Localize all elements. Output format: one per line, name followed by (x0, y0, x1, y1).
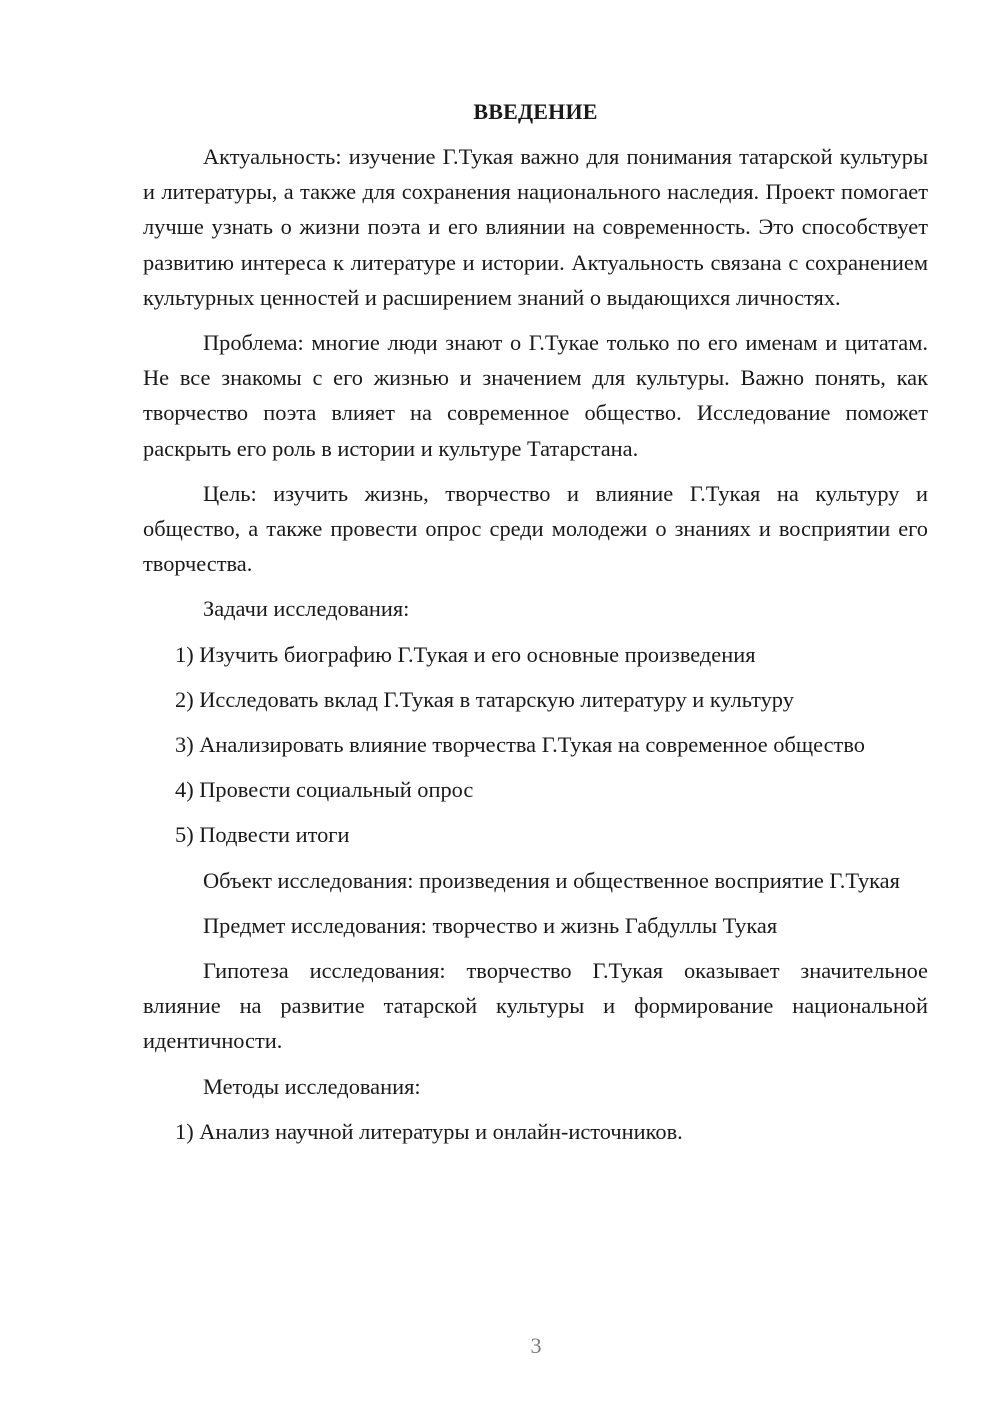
task-item-5: 5) Подвести итоги (175, 822, 350, 848)
page-number: 3 (530, 1333, 542, 1358)
section-heading: ВВЕДЕНИЕ (473, 99, 598, 124)
task-item-4: 4) Провести социальный опрос (175, 777, 474, 803)
tasks-title: Задачи исследования: (203, 596, 410, 622)
goal-paragraph: Цель: изучить жизнь, творчество и влияние Г.Тукая на культуру и общество, а также провести опрос среди молодежи о знаниях и восприятии его творчества. (143, 480, 928, 577)
task-item-2: 2) Исследовать вклад Г.Тукая в татарскую литературу и культуру (175, 686, 794, 712)
methods-title: Методы исследования: (203, 1073, 421, 1099)
document-page (143, 94, 928, 1149)
object-paragraph: Объект исследования: произведения и общественное восприятие Г.Тукая (203, 867, 900, 893)
task-item-1: 1) Изучить биографию Г.Тукая и его основные произведения (175, 641, 756, 667)
method-item-1: 1) Анализ научной литературы и онлайн-источников. (175, 1118, 683, 1144)
task-item-3: 3) Анализировать влияние творчества Г.Тукая на современное общество (175, 732, 865, 758)
relevance-paragraph: Актуальность: изучение Г.Тукая важно для понимания татарской культуры и литературы, а также для сохранения национального наследия. Проект помогает лучше узнать о жизни поэта и его влиянии на современность. Это способствует развитию интереса к литературе и истории. Актуальность связана с сохранением культурных ценностей и расширением знаний о выдающихся личностях. (143, 144, 928, 310)
hypothesis-paragraph: Гипотеза исследования: творчество Г.Тукая оказывает значительное влияние на развитие татарской культуры и формирование национальной идентичности. (143, 958, 928, 1054)
subject-paragraph: Предмет исследования: творчество и жизнь Габдуллы Тукая (203, 912, 778, 938)
problem-paragraph: Проблема: многие люди знают о Г.Тукае только по его именам и цитатам. Не все знакомы с его жизнью и значением для культуры. Важно понять, как творчество поэта влияет на современное общество. Исследование поможет раскрыть его роль в истории и культуре Татарстана. (143, 330, 928, 461)
